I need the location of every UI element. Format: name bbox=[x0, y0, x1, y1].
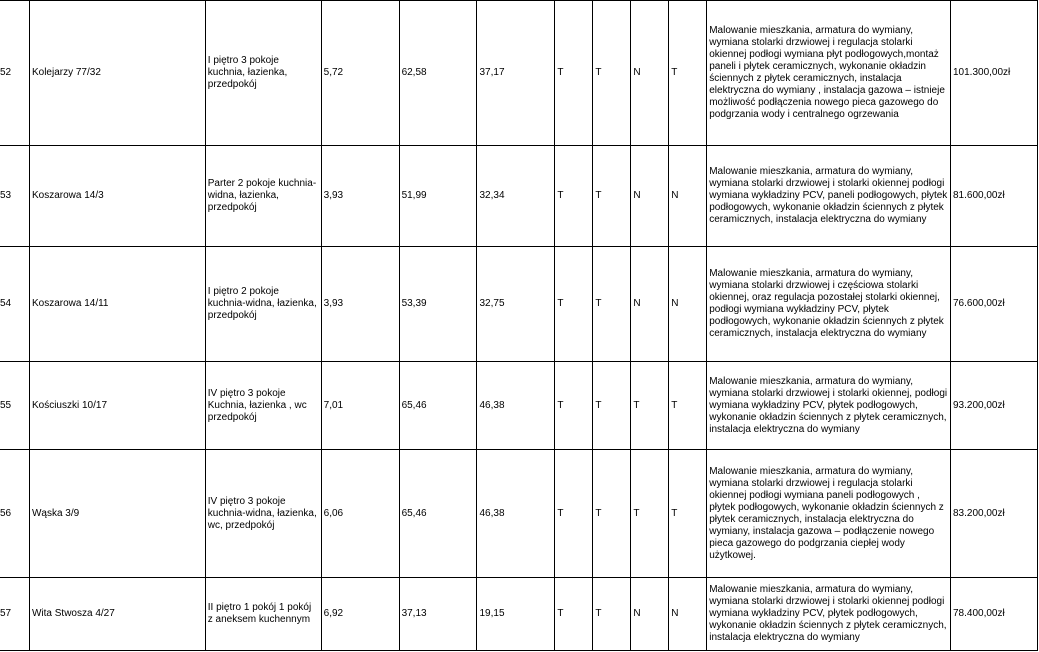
value-3: 32,75 bbox=[477, 247, 555, 362]
table-row bbox=[0, 450, 1038, 578]
value-3: 46,38 bbox=[477, 362, 555, 450]
flag-3: N bbox=[631, 578, 669, 651]
apartment-layout: I piętro 3 pokoje kuchnia, łazienka, przedpokój bbox=[205, 1, 321, 146]
address: Koszarowa 14/11 bbox=[29, 247, 205, 362]
flag-2: T bbox=[593, 1, 631, 146]
value-1: 5,72 bbox=[321, 1, 399, 146]
apartment-layout: Parter 2 pokoje kuchnia-widna, łazienka, przedpokój bbox=[205, 146, 321, 247]
table-row bbox=[0, 362, 1038, 450]
row-number: 54 bbox=[0, 247, 29, 362]
renovation-description: Malowanie mieszkania, armatura do wymiany, wymiana stolarki drzwiowej i regulacja stolarki okiennej podłogi wymiana paneli podłogowych , płytek podłogowych, wykonanie okładzin ściennych z płytek ceramicznych, instalacja elektryczna do wymiany, instalacja gazowa – podłączenie nowego pieca gazowego do podgrzania ciepłej wody użytkowej. bbox=[707, 450, 951, 578]
price: 78.400,00zł bbox=[950, 578, 1037, 651]
flag-4: T bbox=[669, 450, 707, 578]
address: Kościuszki 10/17 bbox=[29, 362, 205, 450]
apartment-layout: IV piętro 3 pokoje kuchnia-widna, łazienka, wc, przedpokój bbox=[205, 450, 321, 578]
value-2: 65,46 bbox=[399, 362, 477, 450]
row-number: 56 bbox=[0, 450, 29, 578]
flag-4: T bbox=[669, 1, 707, 146]
value-2: 51,99 bbox=[399, 146, 477, 247]
flag-2: T bbox=[593, 450, 631, 578]
flag-1: T bbox=[555, 578, 593, 651]
flag-1: T bbox=[555, 146, 593, 247]
flag-3: T bbox=[631, 450, 669, 578]
flag-2: T bbox=[593, 146, 631, 247]
renovation-description: Malowanie mieszkania, armatura do wymiany, wymiana stolarki drzwiowej i stolarki okiennej, podłogi wymiana wykładziny PCV, płytek podłogowych, wykonanie okładzin ściennych z płytek ceramicznych, instalacja elektryczna do wymiany bbox=[707, 362, 951, 450]
row-number: 57 bbox=[0, 578, 29, 651]
address: Koszarowa 14/3 bbox=[29, 146, 205, 247]
renovation-description: Malowanie mieszkania, armatura do wymiany, wymiana stolarki drzwiowej i stolarki okiennej podłogi wymiana wykładziny PCV, paneli podłogowych, płytek podłogowych, wykonanie okładzin ściennych z płytek ceramicznych, instalacja elektryczna do wymiany bbox=[707, 146, 951, 247]
apartment-layout: II piętro 1 pokój 1 pokój z aneksem kuchennym bbox=[205, 578, 321, 651]
flag-3: N bbox=[631, 1, 669, 146]
value-1: 6,06 bbox=[321, 450, 399, 578]
value-1: 6,92 bbox=[321, 578, 399, 651]
renovation-description: Malowanie mieszkania, armatura do wymiany, wymiana stolarki drzwiowej i stolarki okiennej podłogi wymiana wykładziny PCV, płytek podłogowych, wykonanie okładzin ściennych z płytek ceramicznych, instalacja elektryczna do wymiany bbox=[707, 578, 951, 651]
value-2: 53,39 bbox=[399, 247, 477, 362]
flag-4: T bbox=[669, 362, 707, 450]
table-row bbox=[0, 247, 1038, 362]
value-1: 3,93 bbox=[321, 247, 399, 362]
flag-2: T bbox=[593, 362, 631, 450]
value-3: 46,38 bbox=[477, 450, 555, 578]
value-3: 19,15 bbox=[477, 578, 555, 651]
row-number: 53 bbox=[0, 146, 29, 247]
table-row bbox=[0, 146, 1038, 247]
flag-1: T bbox=[555, 247, 593, 362]
apartment-layout: IV piętro 3 pokoje Kuchnia, łazienka , wc przedpokój bbox=[205, 362, 321, 450]
flag-3: N bbox=[631, 146, 669, 247]
flag-1: T bbox=[555, 450, 593, 578]
value-1: 7,01 bbox=[321, 362, 399, 450]
flag-1: T bbox=[555, 1, 593, 146]
flag-2: T bbox=[593, 247, 631, 362]
value-2: 65,46 bbox=[399, 450, 477, 578]
value-3: 37,17 bbox=[477, 1, 555, 146]
flag-4: N bbox=[669, 247, 707, 362]
price: 76.600,00zł bbox=[950, 247, 1037, 362]
renovation-description: Malowanie mieszkania, armatura do wymiany, wymiana stolarki drzwiowej i regulacja stolarki okiennej podłogi wymiana płyt podłogowych,montaż paneli i płytek ceramicznych, wykonanie okładzin ściennych z płytek ceramicznych, instalacja elektryczna do wymiany , instalacja gazowa – istnieje możliwość podłączenia nowego pieca gazowego do podgrzania wody i centralnego ogrzewania bbox=[707, 1, 951, 146]
flag-4: N bbox=[669, 146, 707, 247]
flag-1: T bbox=[555, 362, 593, 450]
renovation-description: Malowanie mieszkania, armatura do wymiany, wymiana stolarki drzwiowej i częściowa stolarki okiennej, oraz regulacja pozostałej stolarki okiennej, podłogi wymiana wykładziny PCV, płytek podłogowych, wykonanie okładzin ściennych z płytek ceramicznych, instalacja elektryczna do wymiany bbox=[707, 247, 951, 362]
flag-4: N bbox=[669, 578, 707, 651]
apartment-layout: I piętro 2 pokoje kuchnia-widna, łazienka, przedpokój bbox=[205, 247, 321, 362]
value-3: 32,34 bbox=[477, 146, 555, 247]
flag-2: T bbox=[593, 578, 631, 651]
price: 93.200,00zł bbox=[950, 362, 1037, 450]
address: Wita Stwosza 4/27 bbox=[29, 578, 205, 651]
value-2: 37,13 bbox=[399, 578, 477, 651]
row-number: 55 bbox=[0, 362, 29, 450]
address: Kolejarzy 77/32 bbox=[29, 1, 205, 146]
row-number: 52 bbox=[0, 1, 29, 146]
table-row bbox=[0, 1, 1038, 146]
price: 81.600,00zł bbox=[950, 146, 1037, 247]
table-row bbox=[0, 578, 1038, 651]
flag-3: T bbox=[631, 362, 669, 450]
address: Wąska 3/9 bbox=[29, 450, 205, 578]
price: 83.200,00zł bbox=[950, 450, 1037, 578]
flag-3: N bbox=[631, 247, 669, 362]
price: 101.300,00zł bbox=[950, 1, 1037, 146]
value-1: 3,93 bbox=[321, 146, 399, 247]
value-2: 62,58 bbox=[399, 1, 477, 146]
